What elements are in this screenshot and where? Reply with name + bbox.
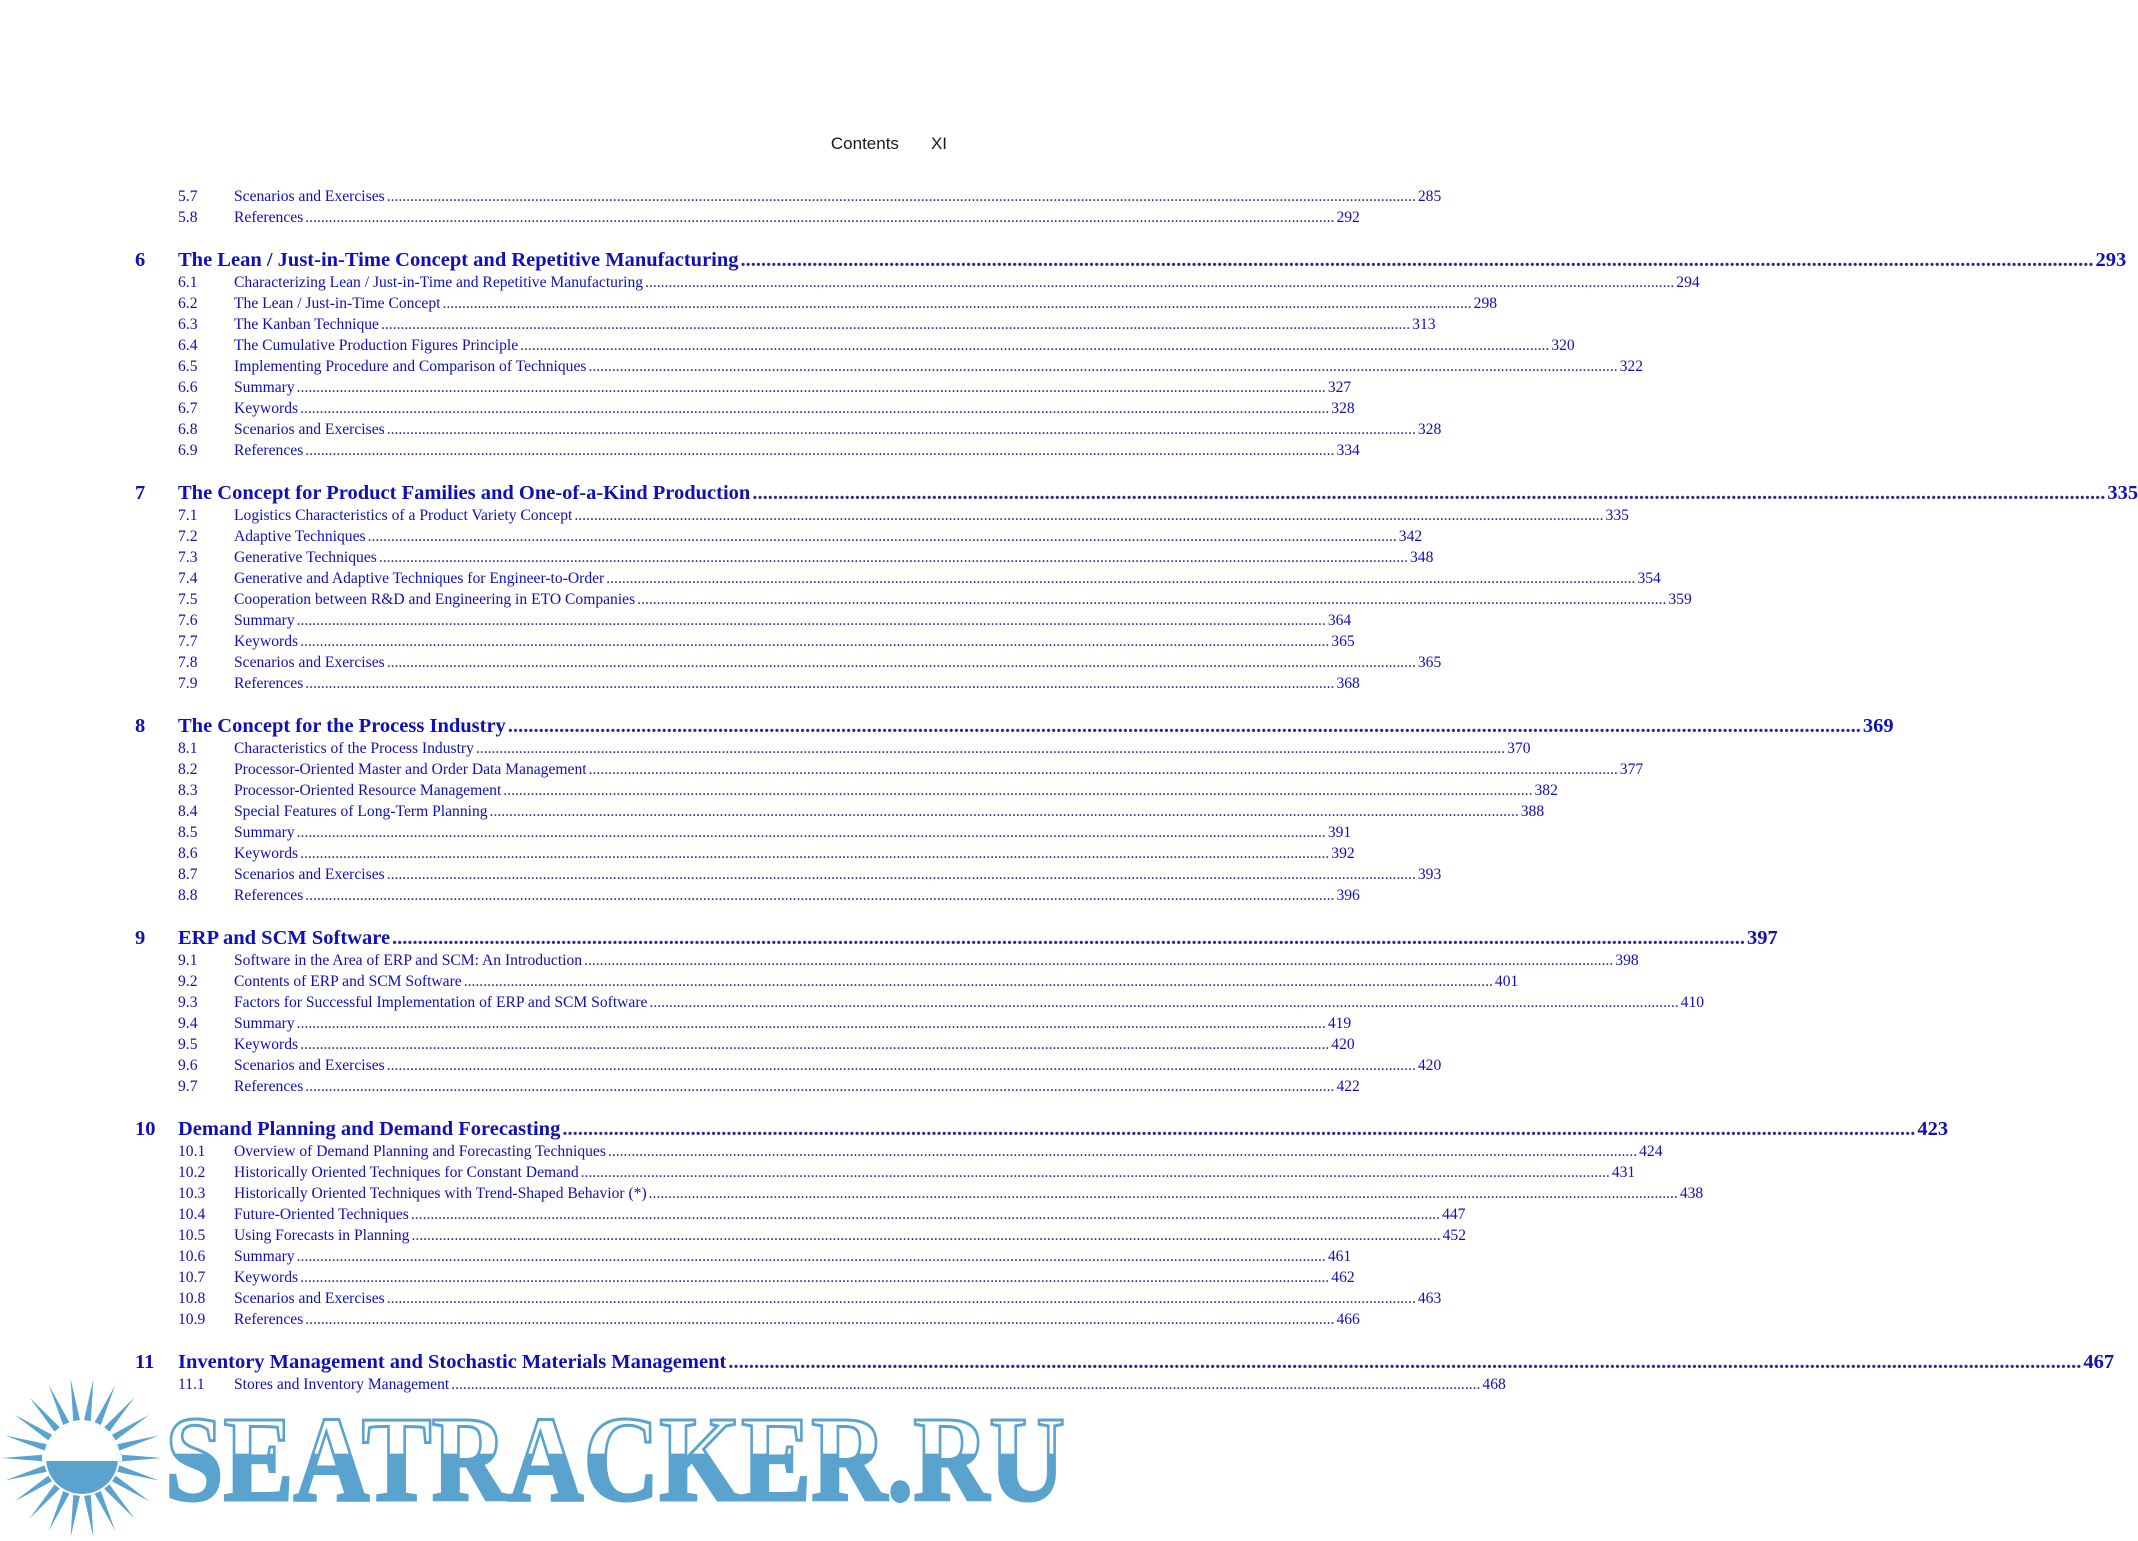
dot-leader bbox=[752, 482, 2105, 505]
toc-section-entry[interactable] bbox=[0, 1162, 1636, 1183]
toc-chapter-heading[interactable] bbox=[0, 482, 2138, 505]
toc-section-entry-page: 424 bbox=[1639, 1143, 1663, 1160]
toc-section-entry-title[interactable]: Historically Oriented Techniques with Trend-Shaped Behavior (*) bbox=[234, 1185, 647, 1202]
dot-leader bbox=[442, 293, 1471, 314]
toc-section-entry[interactable] bbox=[0, 1141, 1663, 1162]
toc-section-entry[interactable] bbox=[0, 186, 1442, 207]
toc-section-entry-number: 6.7 bbox=[178, 400, 198, 417]
toc-section-entry-title[interactable]: Logistics Characteristics of a Product Variety Concept bbox=[234, 507, 573, 524]
dot-leader bbox=[379, 547, 1408, 568]
chapter-group bbox=[0, 482, 2138, 694]
toc-section-entry[interactable] bbox=[0, 1246, 1352, 1267]
toc-section-entry-page: 382 bbox=[1534, 782, 1558, 799]
toc-section-entry-title[interactable]: References bbox=[234, 1078, 304, 1095]
sun-ray bbox=[49, 1491, 70, 1531]
toc-section-entry-page: 328 bbox=[1331, 400, 1355, 417]
toc-section-entry-title[interactable]: Factors for Successful Implementation of ERP and SCM Software bbox=[234, 994, 648, 1011]
dot-leader bbox=[387, 1055, 1416, 1076]
toc-section-entry-page: 447 bbox=[1442, 1206, 1466, 1223]
toc-section-entry-title[interactable]: Generative Techniques bbox=[234, 549, 377, 566]
dot-leader bbox=[300, 1267, 1329, 1288]
toc-section-entry-page: 463 bbox=[1417, 1290, 1442, 1307]
toc-section-entry-title[interactable]: The Kanban Technique bbox=[234, 316, 379, 333]
toc-section-entry-number: 8.8 bbox=[178, 887, 198, 904]
dot-leader bbox=[305, 207, 1334, 228]
toc-section-entry-number: 10.9 bbox=[178, 1311, 206, 1328]
toc-section-entry-title[interactable]: Historically Oriented Techniques for Constant Demand bbox=[234, 1164, 579, 1181]
toc-section-entry[interactable] bbox=[0, 293, 1498, 314]
toc-section-entry-number: 8.4 bbox=[178, 803, 198, 820]
sun-ray bbox=[117, 1465, 158, 1480]
dot-leader bbox=[476, 738, 1505, 759]
toc-section-entry-page: 398 bbox=[1615, 952, 1639, 969]
sun-ray bbox=[95, 1491, 116, 1531]
toc-section-entry-title[interactable]: Characterizing Lean / Just-in-Time and Repetitive Manufacturing bbox=[234, 274, 644, 291]
page-folio: XI bbox=[930, 134, 947, 153]
toc-section-entry-number: 10.2 bbox=[178, 1164, 206, 1181]
toc-chapter-heading-number: 11 bbox=[135, 1351, 155, 1373]
dot-leader bbox=[645, 272, 1674, 293]
toc-section-entry-number: 6.4 bbox=[178, 337, 198, 354]
toc-chapter-heading-title[interactable]: The Concept for Product Families and One-of-a-Kind Production bbox=[178, 482, 751, 504]
toc-section-entry-number: 6.3 bbox=[178, 316, 198, 333]
toc-section-entry-number: 10.5 bbox=[178, 1227, 206, 1244]
dot-leader bbox=[387, 652, 1416, 673]
toc-chapter-heading-title[interactable]: Demand Planning and Demand Forecasting bbox=[178, 1118, 561, 1140]
toc-section-entry-page: 334 bbox=[1336, 442, 1360, 459]
toc-section-entry[interactable] bbox=[0, 589, 1692, 610]
dot-leader bbox=[608, 1141, 1637, 1162]
toc-section-entry-number: 8.5 bbox=[178, 824, 198, 841]
dot-leader bbox=[305, 440, 1334, 461]
toc-section-entry[interactable] bbox=[0, 631, 1355, 652]
dot-leader bbox=[574, 505, 1603, 526]
dot-leader bbox=[503, 780, 1532, 801]
dot-leader bbox=[297, 377, 1326, 398]
toc-section-entry-title[interactable]: Characteristics of the Process Industry bbox=[234, 740, 474, 757]
toc-section-entry-title[interactable]: Scenarios and Exercises bbox=[234, 866, 385, 883]
dot-leader bbox=[392, 927, 1745, 950]
toc-section-entry[interactable] bbox=[0, 526, 1423, 547]
toc-section-entry-number: 8.3 bbox=[178, 782, 198, 799]
toc-section-entry[interactable] bbox=[0, 356, 1644, 377]
toc-section-entry-page: 327 bbox=[1327, 379, 1352, 396]
toc-section-entry-title[interactable]: Summary bbox=[234, 824, 295, 841]
watermark-text: SEATRACKER.RU bbox=[165, 1392, 1065, 1527]
toc-section-entry[interactable] bbox=[0, 1183, 1704, 1204]
toc-section-entry[interactable] bbox=[0, 207, 1360, 228]
toc-section-entry-number: 10.7 bbox=[178, 1269, 206, 1286]
dot-leader bbox=[520, 335, 1549, 356]
toc-section-entry-page: 328 bbox=[1417, 421, 1442, 438]
dot-leader bbox=[649, 1183, 1678, 1204]
toc-section-entry-page: 365 bbox=[1331, 633, 1355, 650]
toc-section-entry[interactable] bbox=[0, 1309, 1360, 1330]
dot-leader bbox=[381, 314, 1410, 335]
toc-section-entry-title[interactable]: Scenarios and Exercises bbox=[234, 654, 385, 671]
toc-section-entry-number: 6.1 bbox=[178, 274, 198, 291]
toc-section-entry[interactable] bbox=[0, 759, 1644, 780]
toc-section-entry-number: 6.2 bbox=[178, 295, 198, 312]
toc-section-entry-number: 9.2 bbox=[178, 973, 198, 990]
chapter-group bbox=[0, 249, 2127, 461]
toc-section-entry[interactable] bbox=[0, 992, 1705, 1013]
dot-leader bbox=[297, 822, 1326, 843]
toc-section-entry-number: 9.1 bbox=[178, 952, 198, 969]
toc-chapter-heading-number: 8 bbox=[135, 715, 146, 737]
toc-section-entry-page: 396 bbox=[1336, 887, 1360, 904]
toc-section-entry[interactable] bbox=[0, 272, 1700, 293]
dot-leader bbox=[606, 568, 1635, 589]
toc-chapter-heading-page: 423 bbox=[1917, 1118, 1949, 1140]
toc-section-entry[interactable] bbox=[0, 673, 1360, 694]
toc-section-entry-number: 10.3 bbox=[178, 1185, 206, 1202]
toc-section-entry[interactable] bbox=[0, 398, 1355, 419]
dot-leader bbox=[588, 356, 1617, 377]
toc-section-entry-title[interactable]: Scenarios and Exercises bbox=[234, 421, 385, 438]
running-header bbox=[0, 134, 947, 154]
toc-chapter-heading-number: 6 bbox=[135, 249, 146, 271]
toc-section-entry-number: 7.3 bbox=[178, 549, 198, 566]
toc-section-entry[interactable] bbox=[0, 822, 1352, 843]
toc-section-entry-page: 431 bbox=[1611, 1164, 1636, 1181]
toc-section-entry-page: 391 bbox=[1327, 824, 1352, 841]
toc-section-entry-number: 7.2 bbox=[178, 528, 198, 545]
toc-section-entry-title[interactable]: Processor-Oriented Master and Order Data Management bbox=[234, 761, 587, 778]
toc-section-entry-number: 5.8 bbox=[178, 209, 198, 226]
sun-ray bbox=[95, 1385, 116, 1425]
dot-leader bbox=[387, 1288, 1416, 1309]
toc-section-entry-page: 388 bbox=[1520, 803, 1545, 820]
dot-leader bbox=[297, 1246, 1326, 1267]
toc-section-entry-page: 368 bbox=[1336, 675, 1360, 692]
toc-section-entry[interactable] bbox=[0, 1055, 1442, 1076]
dot-leader bbox=[637, 589, 1666, 610]
dot-leader bbox=[300, 843, 1329, 864]
watermark bbox=[0, 1372, 1080, 1541]
dot-leader bbox=[305, 673, 1334, 694]
toc-section-entry[interactable] bbox=[0, 780, 1558, 801]
sun-ray bbox=[84, 1495, 93, 1537]
toc-section-entry[interactable] bbox=[0, 1288, 1442, 1309]
dot-leader bbox=[300, 1034, 1329, 1055]
toc-section-entry[interactable] bbox=[0, 335, 1575, 356]
dot-leader bbox=[387, 186, 1416, 207]
toc-section-entry-title[interactable]: Cooperation between R&D and Engineering in ETO Companies bbox=[234, 591, 636, 608]
toc-section-entry-page: 370 bbox=[1507, 740, 1531, 757]
toc-section-entry-page: 292 bbox=[1336, 209, 1360, 226]
toc-section-entry-page: 468 bbox=[1482, 1376, 1506, 1393]
toc-section-entry[interactable] bbox=[0, 843, 1355, 864]
toc-chapter-heading-title[interactable]: The Lean / Just-in-Time Concept and Repetitive Manufacturing bbox=[178, 249, 739, 271]
toc-section-entry-page: 410 bbox=[1680, 994, 1705, 1011]
toc-section-entry-title[interactable]: Summary bbox=[234, 379, 295, 396]
toc-section-entry[interactable] bbox=[0, 1225, 1467, 1246]
toc-section-entry[interactable] bbox=[0, 652, 1442, 673]
toc-section-entry-title[interactable]: Using Forecasts in Planning bbox=[234, 1227, 410, 1244]
toc-section-entry-number: 5.7 bbox=[178, 188, 198, 205]
toc-chapter-heading[interactable] bbox=[0, 249, 2127, 272]
toc-section-entry-page: 419 bbox=[1327, 1015, 1352, 1032]
toc-section-entry-number: 9.5 bbox=[178, 1036, 198, 1053]
toc-chapter-heading-page: 369 bbox=[1862, 715, 1894, 737]
toc-section-entry-title[interactable]: Keywords bbox=[234, 1269, 299, 1286]
sun-ray bbox=[5, 1465, 46, 1480]
toc-section-entry[interactable] bbox=[0, 971, 1519, 992]
toc-section-entry-page: 377 bbox=[1619, 761, 1644, 778]
toc-section-entry[interactable] bbox=[0, 610, 1352, 631]
toc-section-entry[interactable] bbox=[0, 1034, 1355, 1055]
toc-chapter-heading-title[interactable]: The Concept for the Process Industry bbox=[178, 715, 506, 737]
dot-leader bbox=[584, 950, 1613, 971]
dot-leader bbox=[562, 1118, 1915, 1141]
toc-section-entry-page: 342 bbox=[1398, 528, 1423, 545]
toc-section-entry[interactable] bbox=[0, 314, 1436, 335]
toc-section-entry[interactable] bbox=[0, 419, 1442, 440]
toc-section-entry-title[interactable]: Contents of ERP and SCM Software bbox=[234, 973, 462, 990]
toc-chapter-heading-number: 7 bbox=[135, 482, 146, 504]
toc-section-entry-title[interactable]: Keywords bbox=[234, 400, 299, 417]
toc-section-entry-page: 285 bbox=[1417, 188, 1442, 205]
toc-section-entry-number: 7.9 bbox=[178, 675, 198, 692]
toc-section-entry-title[interactable]: Scenarios and Exercises bbox=[234, 1057, 385, 1074]
toc-section-entry[interactable] bbox=[0, 1267, 1355, 1288]
table-of-contents bbox=[0, 186, 2138, 1395]
toc-section-entry-page: 298 bbox=[1473, 295, 1498, 312]
toc-section-entry-number: 8.6 bbox=[178, 845, 198, 862]
toc-chapter-heading-title[interactable]: Inventory Management and Stochastic Materials Management bbox=[178, 1351, 727, 1373]
toc-section-entry-number: 7.8 bbox=[178, 654, 198, 671]
toc-section-entry-page: 462 bbox=[1331, 1269, 1355, 1286]
toc-section-entry[interactable] bbox=[0, 1076, 1360, 1097]
toc-chapter-heading[interactable] bbox=[0, 927, 1778, 950]
toc-section-entry-number: 8.7 bbox=[178, 866, 198, 883]
toc-section-entry-number: 9.4 bbox=[178, 1015, 198, 1032]
toc-section-entry-number: 6.8 bbox=[178, 421, 198, 438]
toc-section-entry-number: 6.9 bbox=[178, 442, 198, 459]
toc-section-entry-page: 359 bbox=[1668, 591, 1692, 608]
toc-section-entry-title[interactable]: Summary bbox=[234, 1015, 295, 1032]
toc-section-entry[interactable] bbox=[0, 801, 1545, 822]
toc-chapter-heading[interactable] bbox=[0, 1351, 2115, 1374]
toc-section-entry-title[interactable]: References bbox=[234, 442, 304, 459]
toc-section-entry-page: 438 bbox=[1679, 1185, 1704, 1202]
toc-chapter-heading-page: 467 bbox=[2083, 1351, 2115, 1373]
toc-section-entry[interactable] bbox=[0, 505, 1629, 526]
toc-section-entry-page: 461 bbox=[1327, 1248, 1352, 1265]
dot-leader bbox=[649, 992, 1678, 1013]
dot-leader bbox=[464, 971, 1493, 992]
dot-leader bbox=[297, 1013, 1326, 1034]
dot-leader bbox=[305, 1309, 1334, 1330]
toc-section-entry-title[interactable]: Adaptive Techniques bbox=[234, 528, 366, 545]
sun-ray bbox=[117, 1436, 158, 1451]
toc-section-entry-number: 6.5 bbox=[178, 358, 198, 375]
chapter-group bbox=[0, 715, 1894, 906]
toc-section-entry-title[interactable]: References bbox=[234, 209, 304, 226]
toc-section-entry-number: 7.1 bbox=[178, 507, 198, 524]
toc-section-entry-title[interactable]: Stores and Inventory Management bbox=[234, 1376, 450, 1393]
toc-section-entry-title[interactable]: Scenarios and Exercises bbox=[234, 188, 385, 205]
toc-section-entry-title[interactable]: Generative and Adaptive Techniques for Engineer-to-Order bbox=[234, 570, 605, 587]
toc-section-entry-page: 452 bbox=[1442, 1227, 1467, 1244]
toc-section-entry-title[interactable]: References bbox=[234, 1311, 304, 1328]
toc-section-entry-number: 9.3 bbox=[178, 994, 198, 1011]
dot-leader bbox=[411, 1204, 1440, 1225]
toc-section-entry-title[interactable]: Implementing Procedure and Comparison of Techniques bbox=[234, 358, 587, 375]
toc-section-entry-number: 10.6 bbox=[178, 1248, 206, 1265]
toc-section-entry[interactable] bbox=[0, 864, 1442, 885]
toc-section-entry-page: 420 bbox=[1331, 1036, 1355, 1053]
toc-section-entry[interactable] bbox=[0, 1013, 1352, 1034]
toc-section-entry-page: 422 bbox=[1336, 1078, 1360, 1095]
dot-leader bbox=[490, 801, 1519, 822]
toc-section-entry-page: 320 bbox=[1551, 337, 1575, 354]
toc-section-entry[interactable] bbox=[0, 440, 1360, 461]
toc-chapter-heading-page: 397 bbox=[1747, 927, 1778, 949]
toc-section-entry-page: 335 bbox=[1605, 507, 1629, 524]
toc-chapter-heading-title[interactable]: ERP and SCM Software bbox=[178, 927, 391, 949]
toc-section-entry-page: 322 bbox=[1619, 358, 1644, 375]
dot-leader bbox=[300, 398, 1329, 419]
toc-section-entry-title[interactable]: Processor-Oriented Resource Management bbox=[234, 782, 502, 799]
toc-section-entry-page: 348 bbox=[1410, 549, 1434, 566]
sun-ray bbox=[2, 1455, 44, 1462]
toc-section-entry-title[interactable]: Scenarios and Exercises bbox=[234, 1290, 385, 1307]
toc-section-entry-page: 401 bbox=[1494, 973, 1519, 990]
dot-leader bbox=[368, 526, 1397, 547]
toc-section-entry[interactable] bbox=[0, 377, 1352, 398]
toc-chapter-heading[interactable] bbox=[0, 1118, 1949, 1141]
toc-section-entry[interactable] bbox=[0, 547, 1434, 568]
toc-section-entry-title[interactable]: Overview of Demand Planning and Forecasting Techniques bbox=[234, 1143, 606, 1160]
toc-section-entry-number: 9.6 bbox=[178, 1057, 198, 1074]
toc-section-entry-number: 8.1 bbox=[178, 740, 198, 757]
toc-section-entry-title[interactable]: References bbox=[234, 887, 304, 904]
dot-leader bbox=[387, 864, 1416, 885]
sun-ray bbox=[5, 1436, 46, 1451]
toc-section-entry-number: 11.1 bbox=[178, 1376, 205, 1393]
toc-section-entry-number: 9.7 bbox=[178, 1078, 198, 1095]
toc-section-entry-page: 354 bbox=[1637, 570, 1661, 587]
toc-chapter-heading[interactable] bbox=[0, 715, 1894, 738]
dot-leader bbox=[589, 759, 1618, 780]
toc-section-entry-number: 7.5 bbox=[178, 591, 198, 608]
sun-ray bbox=[120, 1455, 162, 1462]
toc-section-entry[interactable] bbox=[0, 568, 1661, 589]
sun-ray bbox=[84, 1379, 93, 1421]
toc-section-entry-page: 364 bbox=[1327, 612, 1352, 629]
toc-section-entry-page: 393 bbox=[1417, 866, 1442, 883]
toc-chapter-heading-page: 293 bbox=[2095, 249, 2127, 271]
toc-section-entry[interactable] bbox=[0, 738, 1531, 759]
toc-section-entry-page: 392 bbox=[1331, 845, 1355, 862]
dot-leader bbox=[728, 1351, 2081, 1374]
toc-section-entry-title[interactable]: References bbox=[234, 675, 304, 692]
toc-section-entry-title[interactable]: The Cumulative Production Figures Principle bbox=[234, 337, 519, 354]
toc-section-entry-title[interactable]: Summary bbox=[234, 1248, 295, 1265]
toc-chapter-heading-page: 335 bbox=[2107, 482, 2138, 504]
toc-section-entry-number: 8.2 bbox=[178, 761, 198, 778]
toc-section-entry-number: 10.8 bbox=[178, 1290, 206, 1307]
dot-leader bbox=[411, 1225, 1440, 1246]
toc-section-entry-title[interactable]: Special Features of Long-Term Planning bbox=[234, 803, 488, 820]
dot-leader bbox=[305, 885, 1334, 906]
chapter-group bbox=[0, 927, 1778, 1097]
toc-chapter-heading-number: 10 bbox=[135, 1118, 156, 1140]
toc-chapter-heading-number: 9 bbox=[135, 927, 146, 949]
dot-leader bbox=[297, 610, 1326, 631]
toc-section-entry-number: 7.4 bbox=[178, 570, 198, 587]
dot-leader bbox=[305, 1076, 1334, 1097]
dot-leader bbox=[581, 1162, 1610, 1183]
toc-section-entry-page: 466 bbox=[1336, 1311, 1360, 1328]
sun-ray bbox=[71, 1379, 80, 1421]
toc-section-entry-page: 420 bbox=[1417, 1057, 1442, 1074]
toc-section-entry[interactable] bbox=[0, 885, 1360, 906]
header-label: Contents bbox=[830, 134, 899, 153]
toc-section-entry-title[interactable]: The Lean / Just-in-Time Concept bbox=[234, 295, 441, 312]
sun-ray bbox=[49, 1385, 70, 1425]
toc-section-entry-title[interactable]: Future-Oriented Techniques bbox=[234, 1206, 409, 1223]
toc-section-entry-title[interactable]: Summary bbox=[234, 612, 295, 629]
chapter-group bbox=[0, 1118, 1949, 1330]
toc-section-entry-number: 7.7 bbox=[178, 633, 198, 650]
toc-section-entry-number: 10.4 bbox=[178, 1206, 206, 1223]
toc-section-entry[interactable] bbox=[0, 1204, 1466, 1225]
sun-ray bbox=[71, 1495, 80, 1537]
toc-section-entry[interactable] bbox=[0, 950, 1639, 971]
toc-section-entry-number: 7.6 bbox=[178, 612, 198, 629]
dot-leader bbox=[300, 631, 1329, 652]
dot-leader bbox=[741, 249, 2094, 272]
toc-section-entry-title[interactable]: Software in the Area of ERP and SCM: An Introduction bbox=[234, 952, 583, 969]
toc-section-entry-title[interactable]: Keywords bbox=[234, 633, 299, 650]
toc-section-entry-title[interactable]: Keywords bbox=[234, 845, 299, 862]
toc-section-entry-number: 10.1 bbox=[178, 1143, 206, 1160]
dot-leader bbox=[508, 715, 1861, 738]
toc-section-entry-page: 294 bbox=[1676, 274, 1700, 291]
toc-section-entry-page: 313 bbox=[1412, 316, 1436, 333]
sun-burst-icon bbox=[2, 1379, 162, 1537]
dot-leader bbox=[387, 419, 1416, 440]
toc-section-entry-page: 365 bbox=[1417, 654, 1442, 671]
toc-section-entry-number: 6.6 bbox=[178, 379, 198, 396]
toc-section-entry-title[interactable]: Keywords bbox=[234, 1036, 299, 1053]
